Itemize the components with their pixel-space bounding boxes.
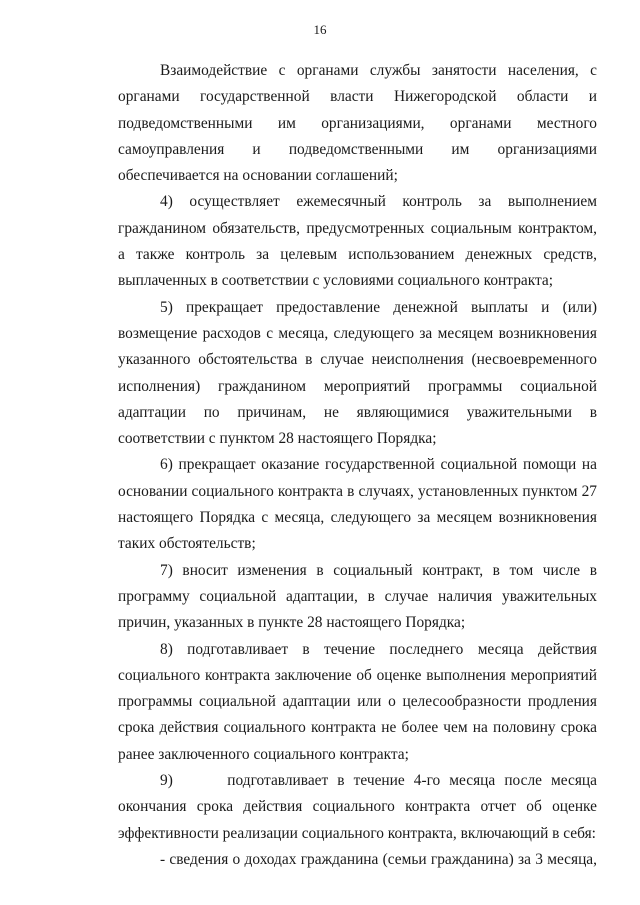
paragraph-item-9: 9) подготавливает в течение 4-го месяца после месяца окончания срока действия социального контракта отчет об оценке эффективности реализации социального контракта, включающий в себя: xyxy=(118,772,601,842)
paragraph-item-8: 8) подготавливает в течение последнего месяца действия социального контракта заключение об оценке выполнения мероприятий программы социальной адаптации или о целесообразности продления срока действия социального контракта не более чем на половину срока ранее заключенного социального контракта; xyxy=(118,640,597,763)
page-number: 16 xyxy=(313,22,327,37)
paragraph-item-6: 6) прекращает оказание государственной социальной помощи на основании социального контракта в случаях, установленных пунктом 27 настоящего Порядка с месяца, следующего за месяцем возникновения таких обстоятельств; xyxy=(118,456,597,553)
document-body xyxy=(118,58,601,873)
paragraph-item-7: 7) вносит изменения в социальный контракт, в том числе в программу социальной адаптации, в случае наличия уважительных причин, указанных в пункте 28 настоящего Порядка; xyxy=(118,561,597,632)
paragraph-interaction: Взаимодействие с органами службы занятости населения, с органами государственной власти Нижегородской области и подведомственными им организациями, органами местного самоуправления и подведомственными им организациями обеспечивается на основании соглашений; xyxy=(118,62,597,185)
paragraph-item-5: 5) прекращает предоставление денежной выплаты и (или) возмещение расходов с месяца, следующего за месяцем возникновения указанного обстоятельства в случае неисполнения (несвоевременного исполнения) гражданином мероприятий программы социальной адаптации по причинам, не являющимися уважительными в соответствии с пунктом 28 настоящего Порядка; xyxy=(118,298,597,448)
paragraph-income-info: - сведения о доходах гражданина (семьи гражданина) за 3 месяца, xyxy=(160,850,597,868)
paragraph-item-4: 4) осуществляет ежемесячный контроль за выполнением гражданином обязательств, предусмотренных социальным контрактом, а также контроль за целевым использованием денежных средств, выплаченных в соответствии с условиями социального контракта; xyxy=(118,193,597,290)
